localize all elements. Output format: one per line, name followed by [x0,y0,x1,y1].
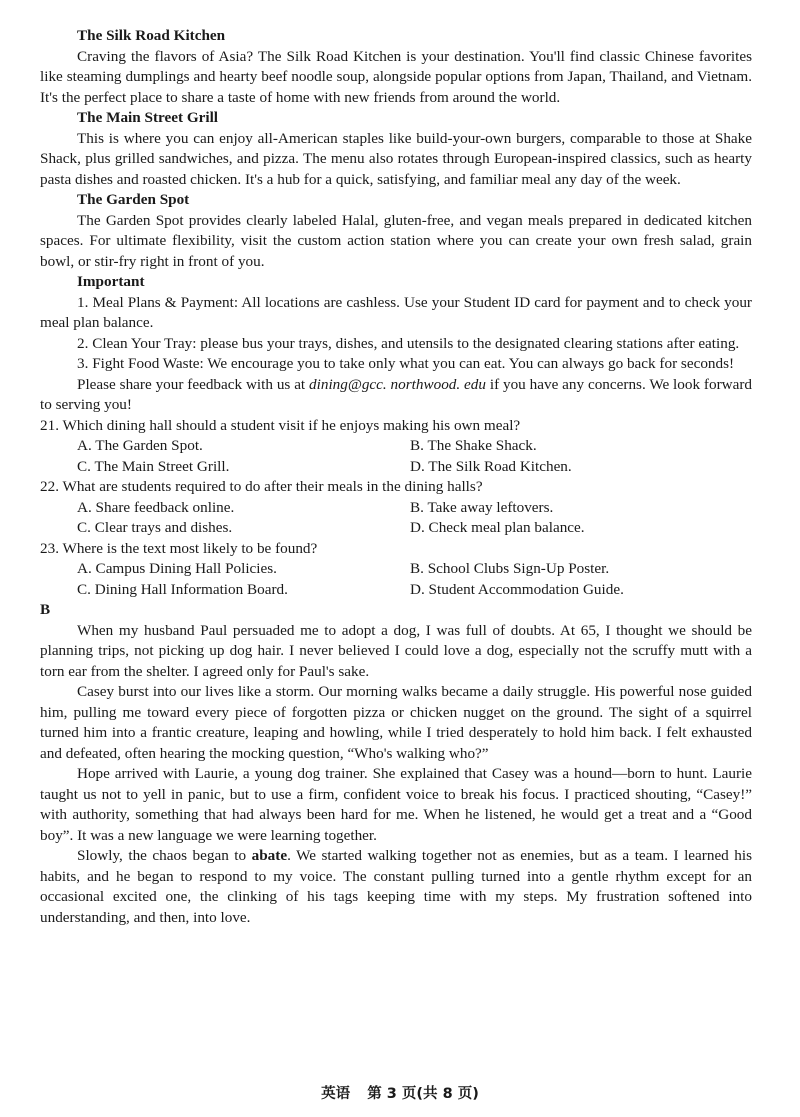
question-options [40,436,752,477]
option-c: C. The Main Street Grill. [77,457,230,475]
question-stem: 21. Which dining hall should a student visit if he enjoys making his own meal? [40,416,521,434]
feedback-email: dining@gcc. northwood. edu [309,375,486,393]
section-garden-spot [40,190,752,272]
section-heading: The Garden Spot [77,191,190,208]
passage-paragraph [40,846,752,928]
feedback-paragraph [40,375,752,416]
part-b-label: B [40,601,51,618]
passage-paragraph: Hope arrived with Laurie, a young dog trainer. She explained that Casey was a hound—born to hunt. Laurie taught us not to yell in panic, but to use a firm, confident voice to break his focus. I practiced shouting, “Casey!” with authority, something that had always been hard for me. When he listened, he would get a treat and a “Good boy”. It was a new language we were learning together. [40,765,752,844]
question-23 [40,539,752,601]
option-a: A. The Garden Spot. [77,437,203,454]
section-body: The Garden Spot provides clearly labeled Halal, gluten-free, and vegan meals prepared in dedicated kitchen spaces. For ultimate flexibility, visit the custom action station where you can create your own fresh salad, grain bowl, or stir-fry right in front of you. [40,211,752,270]
footer-page-number: 第 3 页(共 8 页) [367,1086,479,1102]
option-a: A. Share feedback online. [77,498,235,516]
option-b: B. The Shake Shack. [410,437,537,454]
important-item: 3. Fight Food Waste: We encourage you to take only what you can eat. You can always go back for seconds! [77,355,735,372]
question-options [40,498,752,539]
question-21 [40,416,752,478]
section-main-street [40,108,752,190]
passage-paragraph: Casey burst into our lives like a storm. Our morning walks became a daily struggle. His powerful nose guided him, pulling me toward every piece of forgotten pizza or chicken nugget on the ground. The sight of a squirrel turned him into a frantic creature, leaping and howling, while I tried desperately to hold him back. I felt exhausted and defeated, often hearing the mocking question, “Who's walking who?” [40,683,752,762]
section-body: Craving the flavors of Asia? The Silk Road Kitchen is your destination. You'll find classic Chinese favorites like steaming dumplings and hearty beef noodle soup, alongside popular options from Japan, Thailand, and Vietnam. It's the perfect place to share a taste of home with new friends from around the world. [40,47,752,106]
section-important [40,272,752,416]
option-b: B. Take away leftovers. [410,498,554,516]
question-22 [40,477,752,539]
passage-paragraph: When my husband Paul persuaded me to adopt a dog, I was full of doubts. At 65, I thought we should be planning trips, not picking up dog hair. I never believed I could love a dog, especially not the scruffy mutt with a torn ear from the shelter. I agreed only for Paul's sake. [40,621,752,680]
option-d: D. Check meal plan balance. [410,519,585,536]
option-c: C. Dining Hall Information Board. [77,580,288,598]
feedback-text: if you have any concerns. We look forward to serving you! [40,375,752,413]
question-stem: 22. What are students required to do after their meals in the dining halls? [40,478,483,495]
question-stem: 23. Where is the text most likely to be found? [40,539,318,557]
important-item: 2. Clean Your Tray: please bus your trays, dishes, and utensils to the designated clearing stations after eating. [77,334,740,352]
section-silk-road [40,26,752,108]
option-a: A. Campus Dining Hall Policies. [77,560,277,577]
page-footer [0,1084,800,1105]
section-heading: Important [77,273,145,290]
passage-text: . We started walking together not as enemies, but as a team. I learned his habits, and he began to respond to my voice. The constant pulling turned into a gentle rhythm except for an occasional excited one, the clinking of his tags keeping time with my steps. My frustration softened into understanding, and then, into love. [40,847,753,926]
section-heading: The Main Street Grill [77,109,219,126]
vocab-keyword: abate [251,847,288,864]
footer-subject: 英语 [321,1086,351,1102]
option-c: C. Clear trays and dishes. [77,519,233,536]
question-options [40,559,752,600]
section-heading: The Silk Road Kitchen [77,27,226,44]
feedback-text: Please share your feedback with us at [77,375,310,393]
important-item: 1. Meal Plans & Payment: All locations are cashless. Use your Student ID card for payment and to check your meal plan balance. [40,293,752,331]
option-b: B. School Clubs Sign-Up Poster. [410,560,610,577]
section-body: This is where you can enjoy all-American staples like build-your-own burgers, comparable to those at Shake Shack, plus grilled sandwiches, and pizza. The menu also rotates through European-inspired classics, such as hearty pasta dishes and roasted chicken. It's a hub for a quick, satisfying, and familiar meal any day of the week. [40,129,752,188]
exam-page [40,26,752,928]
part-b-passage [40,621,752,929]
option-d: D. The Silk Road Kitchen. [410,457,572,475]
option-d: D. Student Accommodation Guide. [410,580,624,598]
passage-text: Slowly, the chaos began to [77,847,252,864]
